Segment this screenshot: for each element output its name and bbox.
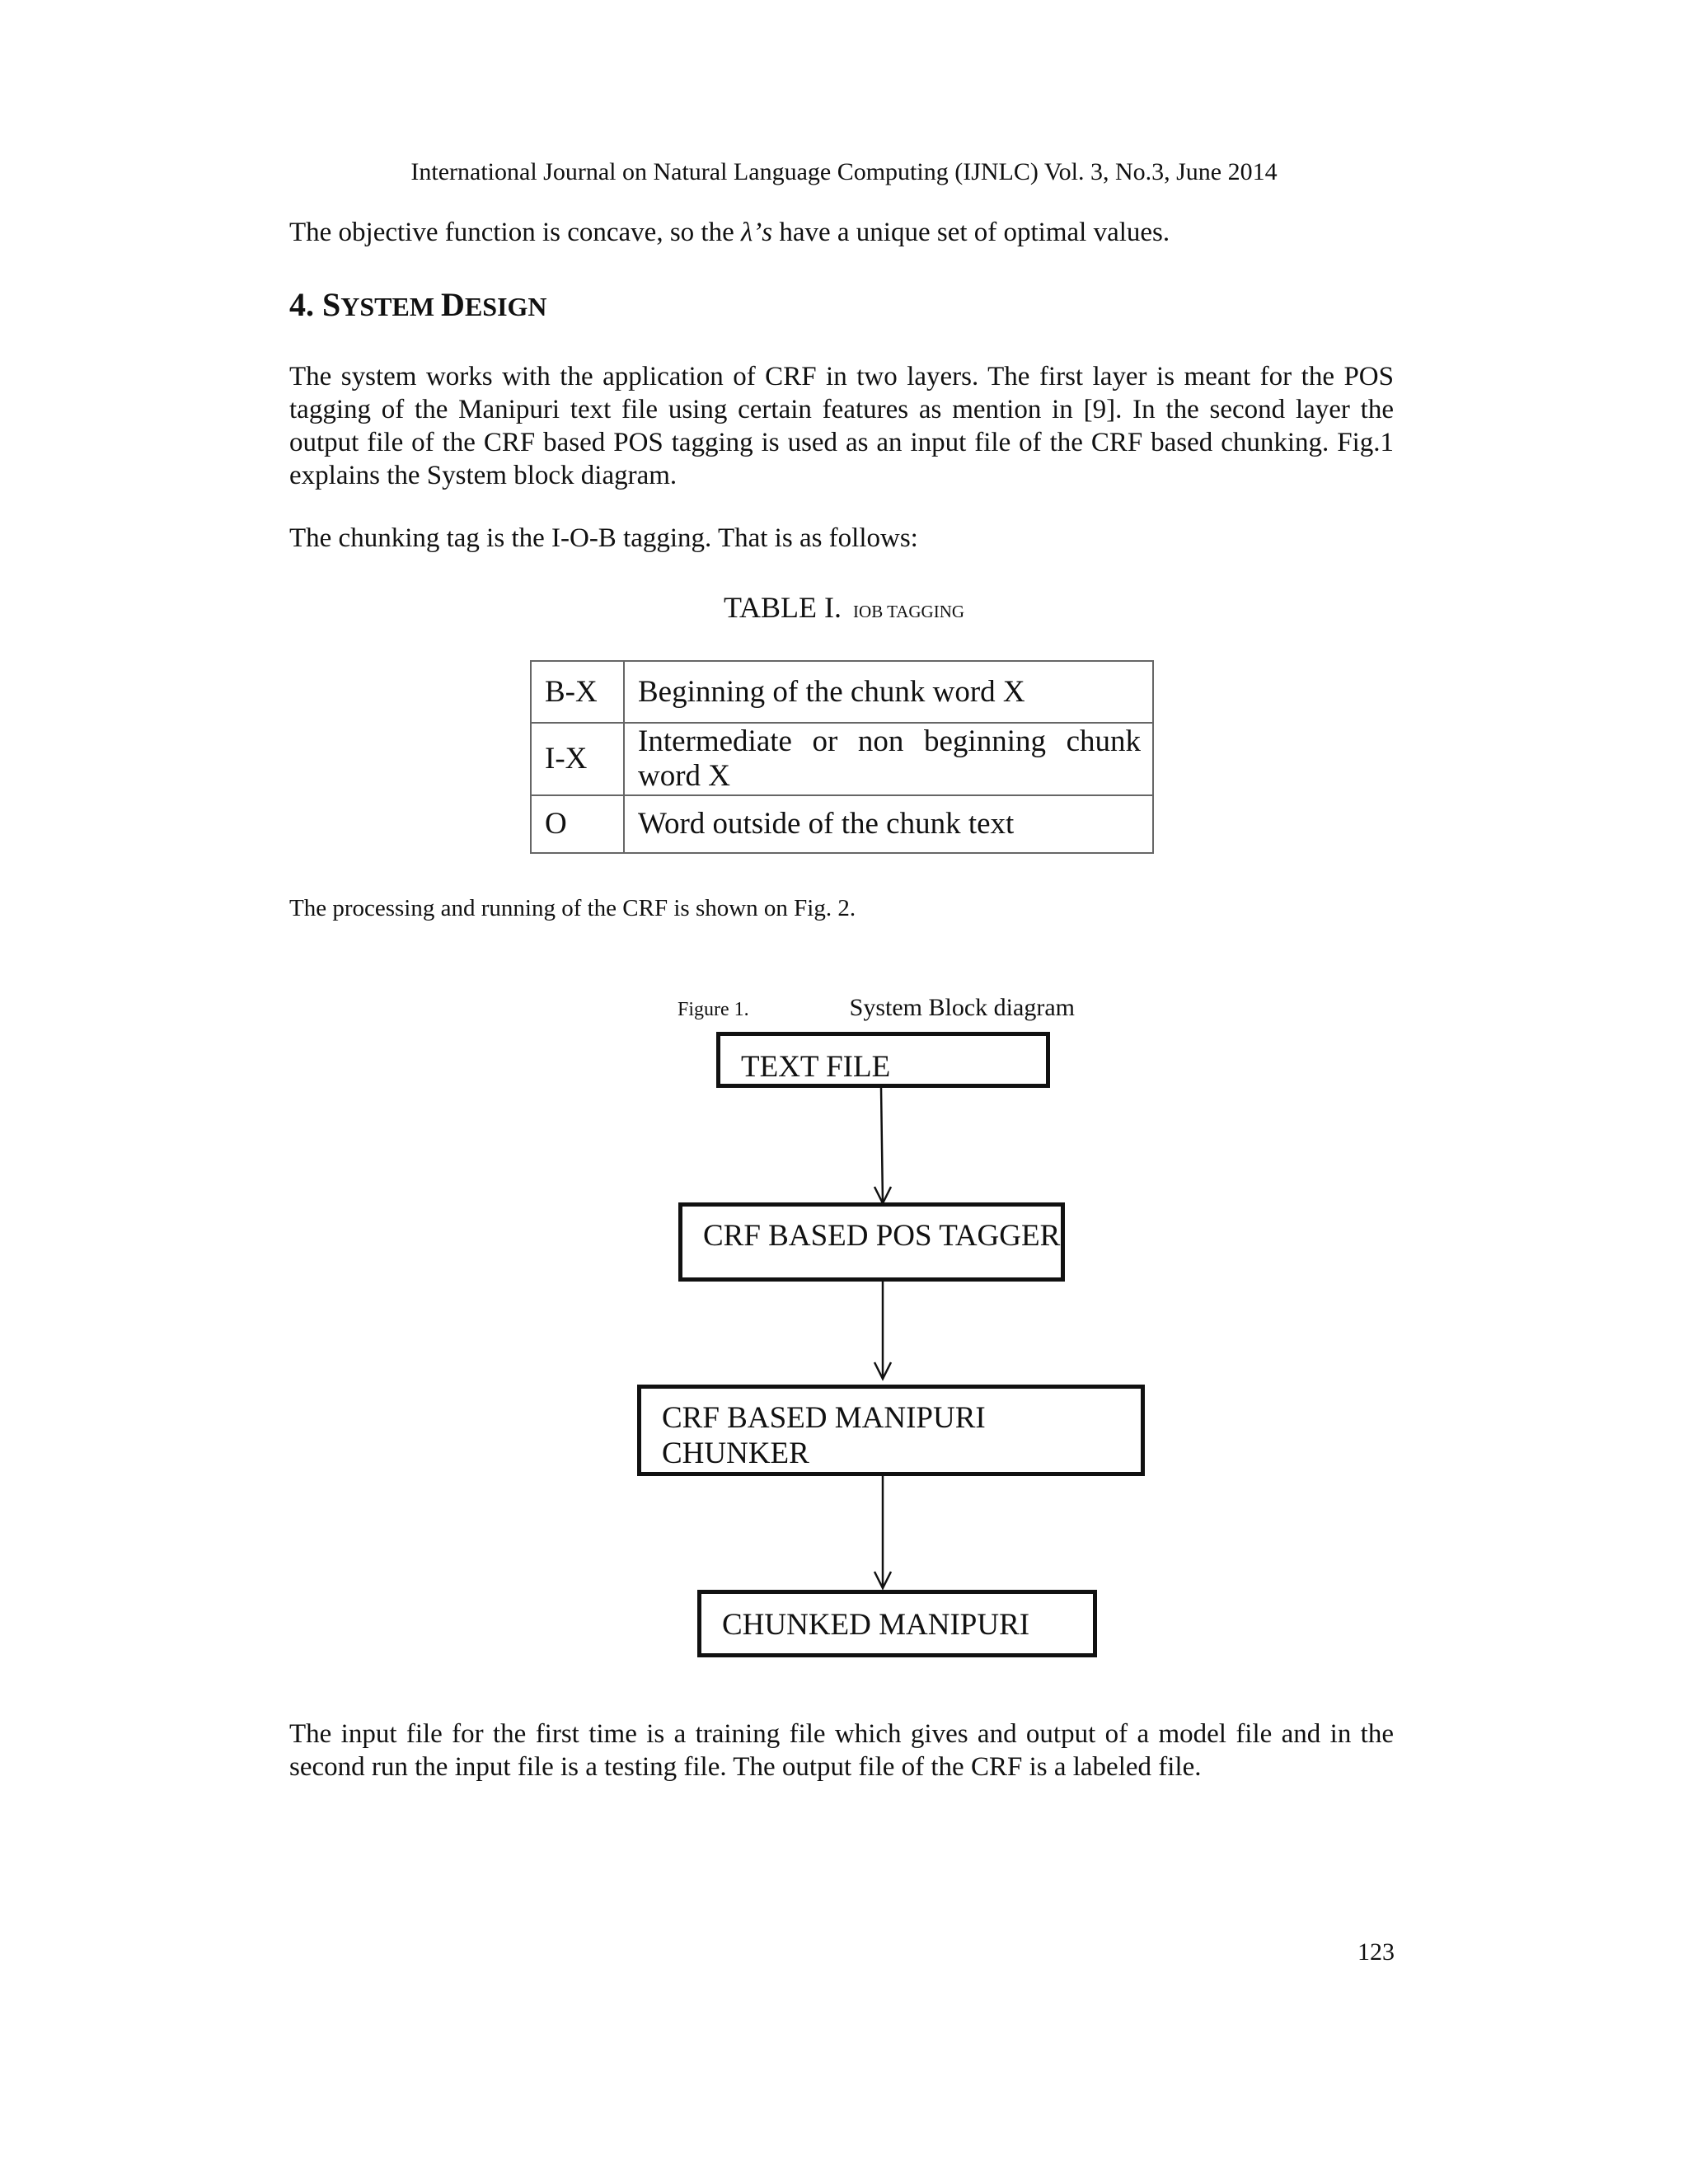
intro-text-before: The objective function is concave, so the — [289, 218, 741, 247]
table-cell-desc: Word outside of the chunk text — [624, 795, 1153, 853]
running-header: International Journal on Natural Language Computing (IJNLC) Vol. 3, No.3, June 2014 — [410, 158, 1278, 185]
section-heading: 4. SYSTEM DESIGN — [289, 286, 547, 323]
paragraph-chunking-tag: The chunking tag is the I-O-B tagging. That is as follows: — [289, 523, 918, 553]
figure-label: Figure 1. — [678, 999, 749, 1020]
table-caption-label: TABLE I. — [723, 591, 842, 624]
paragraph-input-file: The input file for the first time is a training file which gives and output of a model file and in the second run the input file is a testing file. The output file of the CRF is a labeled file. — [289, 1719, 1394, 1782]
table-cell-tag: B-X — [531, 661, 624, 723]
paragraph-processing: The processing and running of the CRF is shown on Fig. 2. — [289, 895, 856, 921]
table-cell-desc: Intermediate or non beginning chunk word X — [624, 723, 1153, 795]
figure-title: System Block diagram — [849, 994, 1075, 1021]
table-cell-tag: I-X — [531, 723, 624, 795]
box-pos-tagger: CRF BASED POS TAGGER — [678, 1202, 1065, 1282]
intro-text-after: have a unique set of optimal values. — [772, 218, 1170, 247]
box-chunker: CRF BASED MANIPURI CHUNKER — [637, 1385, 1145, 1476]
lambda-symbol: λ’s — [740, 218, 773, 247]
table-caption-title: IOB TAGGING — [853, 602, 965, 621]
paragraph-system: The system works with the application of CRF in two layers. The first layer is meant for the POS tagging of the Manipuri text file using certain features as mention in [9]. In the second layer the output file of the CRF based POS tagging is used as an input file of the CRF based chunking. Fig.1 explains the System block diagram. — [289, 362, 1394, 490]
page-number: 123 — [1357, 1938, 1395, 1966]
table-cell-tag: O — [531, 795, 624, 853]
arrow-line-1 — [881, 1088, 883, 1203]
box-text-file: TEXT FILE — [716, 1032, 1050, 1088]
box-chunked: CHUNKED MANIPURI — [697, 1590, 1097, 1657]
table-cell-desc: Beginning of the chunk word X — [624, 661, 1153, 723]
